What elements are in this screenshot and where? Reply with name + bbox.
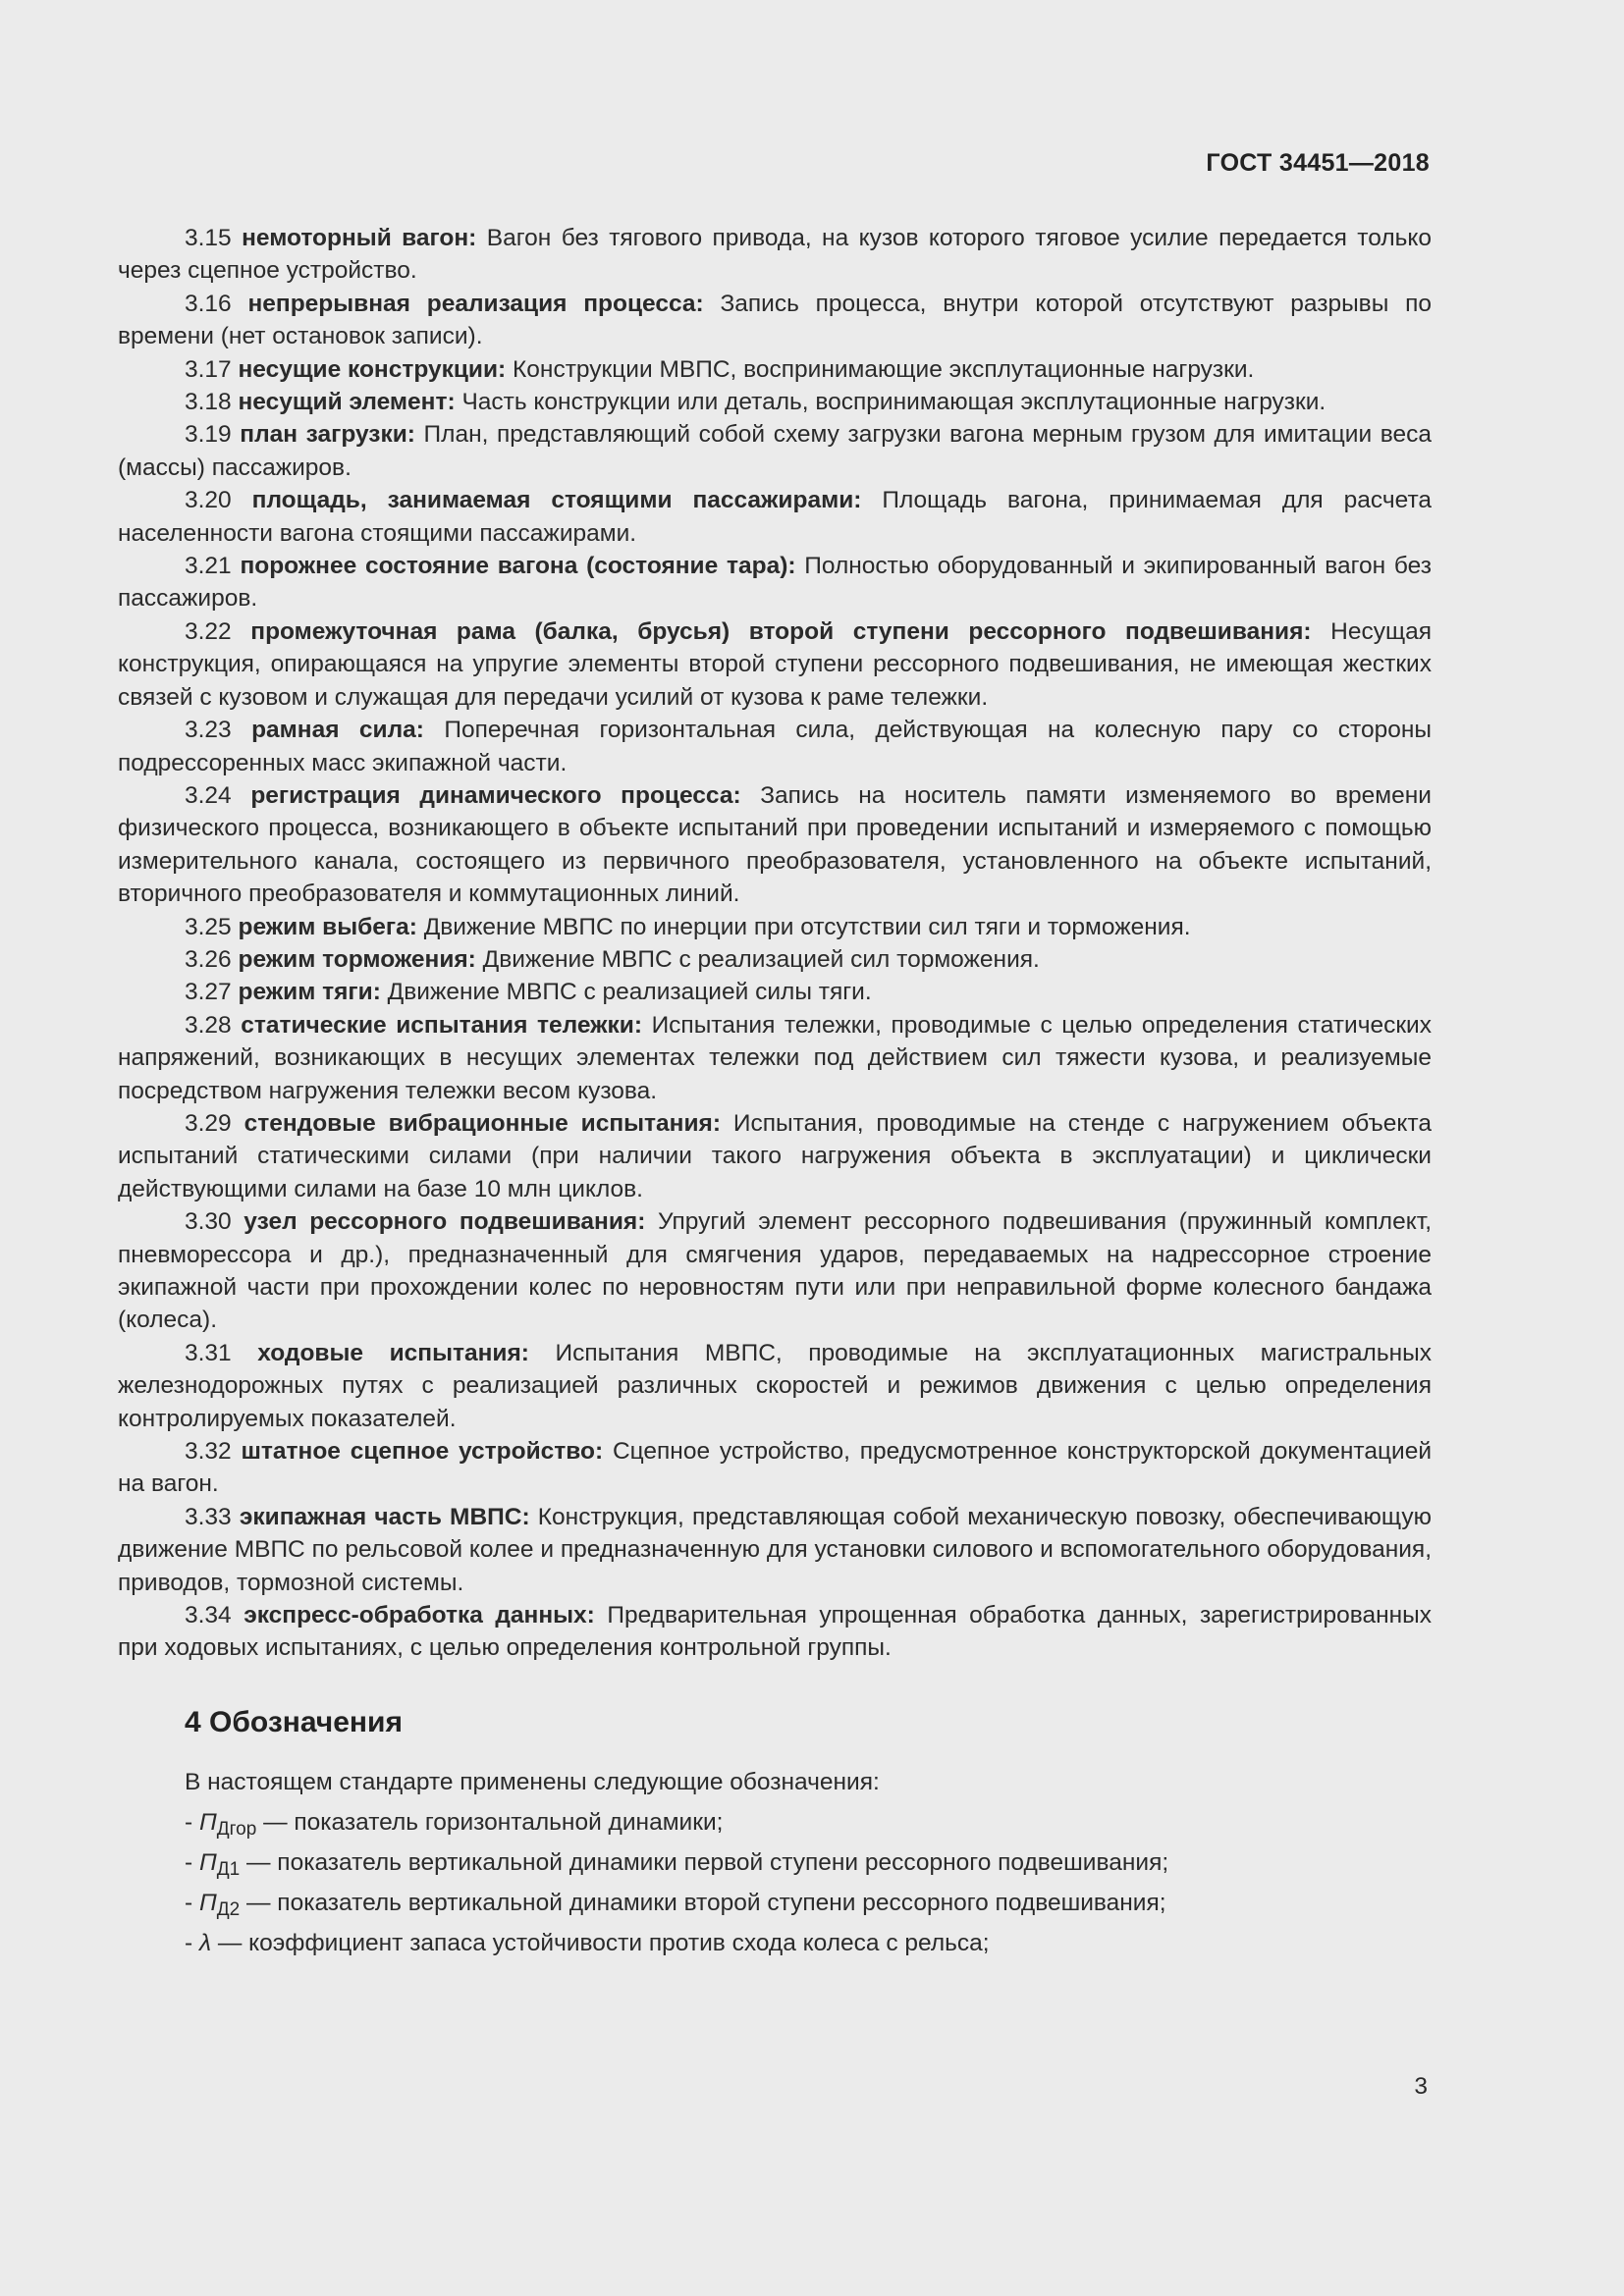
definition-item	[118, 779, 1432, 911]
definition-text: Запись на носитель памяти изменяемого во времени физического процесса, возникающего в объекте испытаний при проведении испытаний и измеряемого с помощью измерительного канала, состоящего из первичного преобразователя, установленного на объекте испытаний, вторичного преобразователя и коммутационных линий.	[118, 781, 1432, 908]
definition-item	[118, 1501, 1432, 1599]
definition-text: Движение МВПС по инерции при отсутствии сил тяги и торможения.	[423, 913, 1191, 940]
definition-text: Сцепное устройство, предусмотренное конструкторской документацией на вагон.	[118, 1438, 1432, 1498]
symbol-item	[185, 1883, 1432, 1923]
definition-term: рамная сила:	[251, 717, 424, 744]
definition-text: Площадь вагона, принимаемая для расчета населенности вагона стоящими пассажирами.	[118, 487, 1433, 547]
definition-term: режим торможения:	[238, 945, 476, 973]
definition-item	[118, 550, 1432, 615]
definition-item	[118, 1107, 1432, 1205]
definition-text: Испытания тележки, проводимые с целью определения статических напряжений, возникающих в несущих элементах тележки под действием сил тяжести кузова, и реализуемые посредством нагружения тележки весом кузова.	[118, 1011, 1432, 1104]
definition-text: Предварительная упрощенная обработка данных, зарегистрированных при ходовых испытаниях, с целью определения контрольной группы.	[118, 1602, 1432, 1662]
definition-item	[118, 911, 1432, 943]
definition-term: план загрузки:	[240, 421, 415, 449]
definition-term: непрерывная реализация процесса:	[247, 290, 704, 317]
definition-item	[118, 1435, 1432, 1501]
symbol-item	[185, 1842, 1432, 1883]
definition-number: 3.17	[185, 355, 232, 383]
symbol-notation	[198, 1849, 241, 1881]
definition-item	[118, 943, 1432, 976]
definition-item	[118, 353, 1432, 386]
definition-number: 3.34	[185, 1602, 232, 1629]
definition-term: узел рессорного подвешивания:	[244, 1208, 646, 1236]
section-title: 4 Обозначения	[185, 1705, 403, 1738]
definition-number: 3.15	[185, 225, 232, 251]
definition-item	[118, 1009, 1432, 1107]
definition-item	[118, 288, 1432, 353]
definition-term: экипажная часть МВПС:	[239, 1503, 530, 1530]
definition-term: несущие конструкции:	[238, 355, 507, 383]
symbol-base: λ	[198, 1930, 212, 1957]
symbol-subscript: Д1	[216, 1859, 241, 1881]
definition-term: экспресс-обработка данных:	[244, 1602, 595, 1629]
definition-item	[118, 222, 1432, 288]
symbol-item	[185, 1923, 1432, 1963]
definitions-list	[118, 222, 1432, 1665]
definition-number: 3.27	[185, 979, 232, 1006]
definition-text: Запись процесса, внутри которой отсутствуют разрывы по времени (нет остановок записи).	[118, 290, 1432, 350]
symbol-item	[185, 1802, 1432, 1842]
symbol-description: — коэффициент запаса устойчивости против схода колеса с рельса;	[217, 1930, 990, 1957]
list-dash: -	[185, 1809, 193, 1837]
definition-text: Часть конструкции или деталь, воспринимающая эксплутационные нагрузки.	[461, 389, 1326, 416]
definition-term: регистрация динамического процесса:	[250, 781, 741, 809]
definition-text: Испытания, проводимые на стенде с нагружением объекта испытаний статическими силами (при наличии такого нагружения объекта в эксплуатации) и циклически действующими силами на базе 10 млн циклов.	[118, 1109, 1432, 1202]
definition-text: Вагон без тягового привода, на кузов которого тяговое усилие передается только через сцепное устройство.	[118, 225, 1433, 285]
definition-term: немоторный вагон:	[242, 225, 477, 251]
definition-text: Конструкция, представляющая собой механическую повозку, обеспечивающую движение МВПС по рельсовой колее и предназначенную для установки силового и вспомогательного оборудования, приводов, тормозной системы.	[118, 1503, 1432, 1596]
symbol-subscript: Д2	[216, 1899, 241, 1921]
definition-number: 3.30	[185, 1208, 232, 1236]
symbol-base: П	[198, 1849, 217, 1877]
definition-number: 3.20	[185, 487, 232, 514]
definition-term: несущий элемент:	[238, 389, 456, 416]
definition-item	[118, 386, 1432, 418]
definition-number: 3.26	[185, 945, 232, 973]
definition-text: Упругий элемент рессорного подвешивания (пружинный комплект, пневморессора и др.), предназначенный для смягчения ударов, передаваемых на надрессорное строение экипажной части при прохождении колес по неровностям пути или при неправильной форме колесного бандажа (колеса).	[118, 1208, 1433, 1334]
definition-number: 3.28	[185, 1011, 232, 1039]
definition-term: режим тяги:	[238, 979, 381, 1006]
definition-text: План, представляющий собой схему загрузки вагона мерным грузом для имитации веса (массы) пассажиров.	[118, 421, 1432, 481]
definition-term: порожнее состояние вагона (состояние тара):	[240, 553, 796, 580]
symbol-notation	[199, 1930, 211, 1956]
symbol-description: — показатель горизонтальной динамики;	[263, 1809, 724, 1837]
list-dash: -	[185, 1890, 193, 1917]
definition-number: 3.31	[185, 1339, 232, 1366]
definition-item	[118, 484, 1432, 550]
definition-item	[118, 976, 1432, 1008]
definition-number: 3.16	[185, 290, 232, 317]
definition-number: 3.18	[185, 389, 232, 416]
definition-term: промежуточная рама (балка, брусья) второй ступени рессорного подвешивания:	[250, 617, 1312, 645]
definition-item	[118, 418, 1432, 484]
definition-item	[118, 1205, 1432, 1337]
definition-number: 3.33	[185, 1503, 232, 1530]
list-dash: -	[185, 1849, 193, 1877]
definition-term: ходовые испытания:	[257, 1339, 529, 1366]
definition-text: Несущая конструкция, опирающаяся на упругие элементы второй ступени рессорного подвешивания, не имеющая жестких связей с кузовом и служащая для передачи усилий от кузова к раме тележки.	[118, 617, 1432, 711]
symbol-base: П	[198, 1890, 217, 1917]
symbol-description: — показатель вертикальной динамики второй ступени рессорного подвешивания;	[246, 1890, 1166, 1917]
definition-number: 3.23	[185, 717, 232, 744]
definition-number: 3.24	[185, 781, 232, 809]
definition-number: 3.21	[185, 553, 232, 580]
definition-term: режим выбега:	[238, 913, 417, 940]
definition-number: 3.22	[185, 617, 232, 645]
document-code-header: ГОСТ 34451—2018	[1206, 149, 1430, 177]
page-number: 3	[1414, 2073, 1428, 2100]
definition-text: Поперечная горизонтальная сила, действующая на колесную пару со стороны подрессоренных масс экипажной части.	[118, 717, 1432, 776]
definition-number: 3.29	[185, 1109, 232, 1137]
symbol-notation	[198, 1809, 257, 1841]
definition-term: стендовые вибрационные испытания:	[244, 1109, 721, 1137]
definition-term: статические испытания тележки:	[241, 1011, 642, 1039]
definition-number: 3.25	[185, 913, 232, 940]
definition-number: 3.19	[185, 421, 232, 449]
symbol-description: — показатель вертикальной динамики первой ступени рессорного подвешивания;	[246, 1849, 1169, 1877]
definition-text: Движение МВПС с реализацией сил торможения.	[482, 945, 1040, 973]
symbol-notation	[198, 1890, 241, 1921]
symbols-list	[185, 1802, 1432, 1963]
page-content	[118, 222, 1432, 1963]
definition-item	[118, 1599, 1432, 1665]
definition-text: Движение МВПС с реализацией силы тяги.	[387, 979, 872, 1006]
section-intro: В настоящем стандарте применены следующие обозначения:	[185, 1768, 880, 1795]
definition-term: площадь, занимаемая стоящими пассажирами:	[251, 487, 862, 514]
definition-text: Конструкции МВПС, воспринимающие эксплутационные нагрузки.	[513, 355, 1255, 383]
list-dash: -	[185, 1930, 193, 1957]
symbol-subscript: Дгор	[216, 1819, 257, 1841]
symbol-base: П	[198, 1809, 217, 1837]
definition-item	[118, 1337, 1432, 1435]
definition-number: 3.32	[185, 1438, 232, 1466]
definition-term: штатное сцепное устройство:	[241, 1438, 604, 1466]
definition-item	[118, 714, 1432, 779]
definition-text: Полностью оборудованный и экипированный вагон без пассажиров.	[118, 553, 1432, 613]
definition-text: Испытания МВПС, проводимые на эксплуатационных магистральных железнодорожных путях с реализацией различных скоростей и режимов движения с целью определения контролируемых показателей.	[118, 1339, 1432, 1432]
definition-item	[118, 615, 1432, 714]
